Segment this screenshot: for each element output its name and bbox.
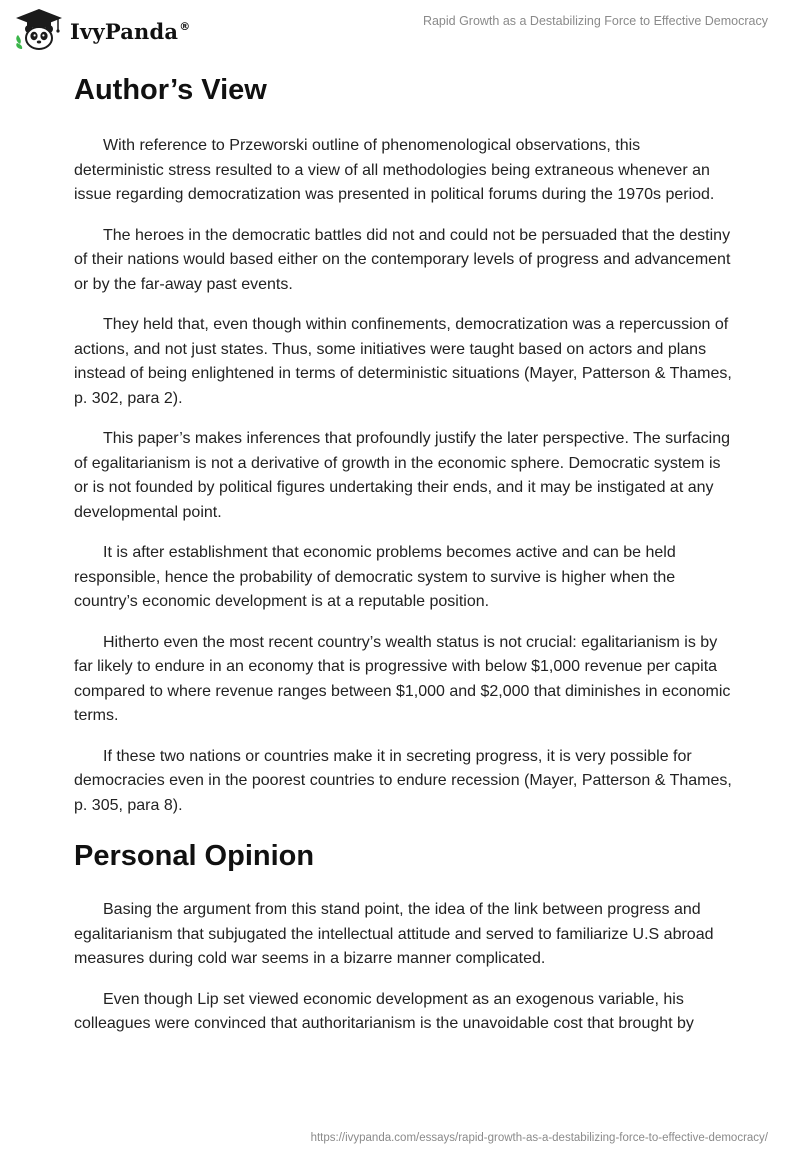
brand-logo[interactable] bbox=[14, 8, 190, 52]
panda-graduation-icon bbox=[14, 8, 64, 52]
section-heading-personal-opinion: Personal Opinion bbox=[74, 840, 315, 872]
paragraph: If these two nations or countries make it in secreting progress, it is very possible for democracies even in the poorest countries to endure recession (Mayer, Patterson & Thames, p. 305, para 8). bbox=[74, 747, 732, 814]
paragraph: Basing the argument from this stand point, the idea of the link between progress and egalitarianism that subjugated the intellectual attitude and served to familiarize U.S abroad measures during cold war seems in a bizarre manner complicated. bbox=[74, 901, 714, 967]
paragraph: This paper’s makes inferences that profoundly justify the later perspective. The surfacing of egalitarianism is not a derivative of growth in the economic sphere. Democratic system is or is not founded by political figures undertaking their ends, and it may be instigated at any developmental point. bbox=[74, 430, 730, 521]
source-url[interactable]: https://ivypanda.com/essays/rapid-growth-as-a-destabilizing-force-to-effective-democracy/ bbox=[310, 1132, 768, 1144]
paragraph: The heroes in the democratic battles did not and could not be persuaded that the destiny of their nations would based either on the contemporary levels of progress and advancement or by the far-away past events. bbox=[74, 226, 731, 293]
paragraph: With reference to Przeworski outline of phenomenological observations, this deterministic stress resulted to a view of all methodologies being extraneous whenever an issue regarding democratization was presented in political forums during the 1970s period. bbox=[74, 137, 715, 203]
paragraph: Hitherto even the most recent country’s wealth status is not crucial: egalitarianism is by far likely to endure in an economy that is progressive with below $1,000 revenue per capita compared to where revenue ranges between $1,000 and $2,000 that diminishes in economic terms. bbox=[74, 633, 731, 724]
section-heading-authors-view: Author’s View bbox=[74, 74, 267, 106]
paragraph: Even though Lip set viewed economic development as an exogenous variable, his colleagues were convinced that authoritarianism is the unavoidable cost that brought by bbox=[74, 990, 694, 1032]
brand-name: IvyPanda® bbox=[70, 18, 191, 44]
paragraph: It is after establishment that economic problems becomes active and can be held responsible, hence the probability of democratic system to survive is higher when the country’s economic development is at a reputable position. bbox=[74, 544, 676, 610]
page-header bbox=[0, 0, 800, 60]
running-title: Rapid Growth as a Destabilizing Force to Effective Democracy bbox=[422, 14, 768, 28]
article-body bbox=[74, 68, 734, 1053]
paragraph: They held that, even though within confinements, democratization was a repercussion of actions, and not just states. Thus, some initiatives were taught based on actors and plans instead of being enlightened in terms of deterministic situations (Mayer, Patterson & Thames, p. 302, para 2). bbox=[74, 316, 732, 407]
